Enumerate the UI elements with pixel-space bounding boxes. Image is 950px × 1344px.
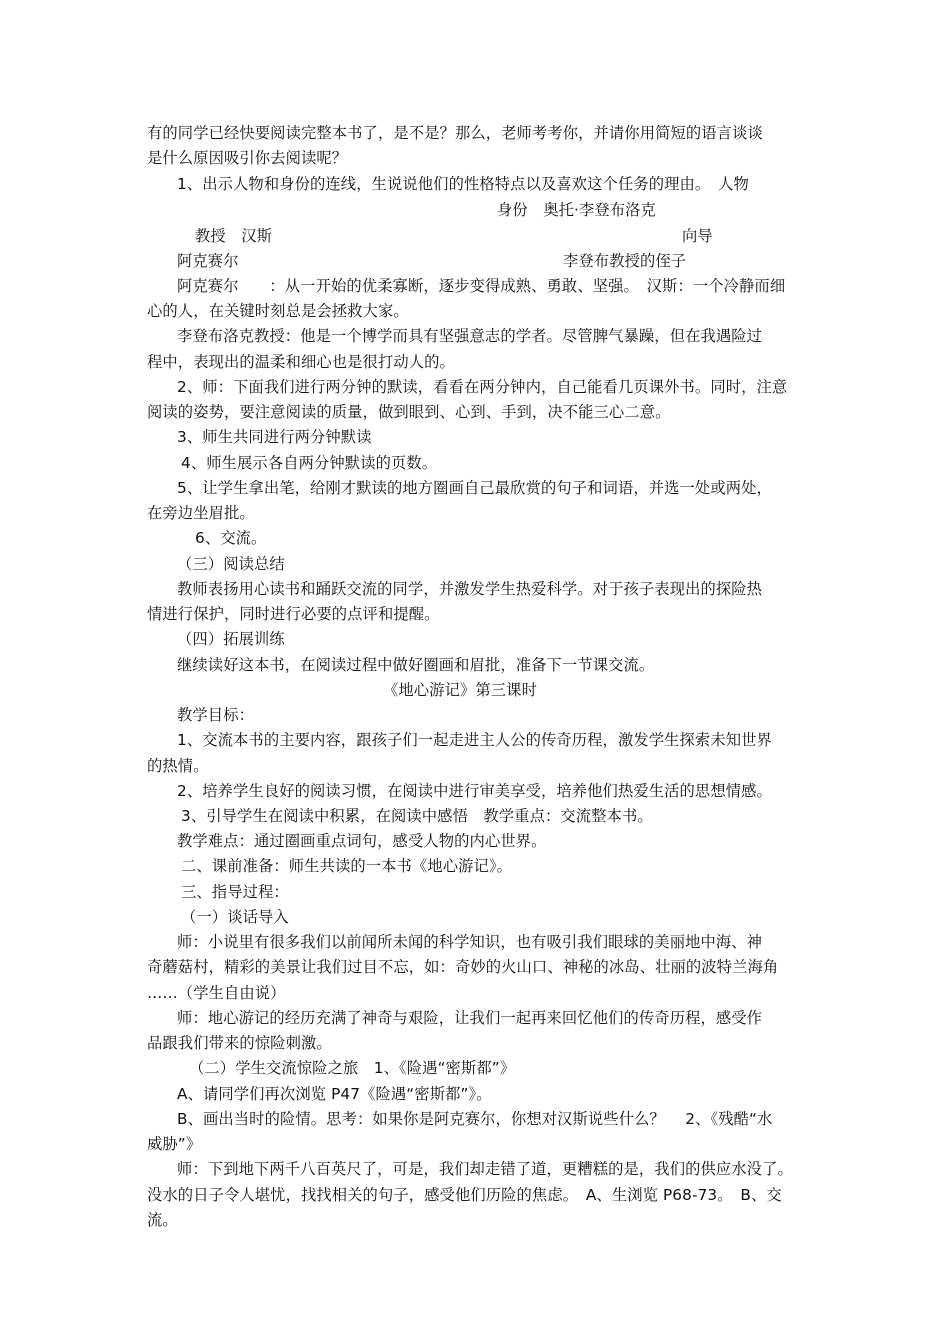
text-line: 李登布教授的侄子	[563, 252, 687, 270]
text-line: 威胁”》	[147, 1135, 202, 1153]
text-line: 二、课前准备：师生共读的一本书《地心游记》。	[181, 857, 513, 875]
section-title: 《地心游记》第三课时	[383, 681, 537, 699]
text-line: 程中，表现出的温柔和细心也是很打动人的。	[147, 353, 455, 371]
text-line: 5、让学生拿出笔，给刚才默读的地方圈画自己最欣赏的句子和词语，并选一处或两处，	[177, 479, 772, 497]
text-line: 1、交流本书的主要内容，跟孩子们一起走进主人公的传奇历程，激发学生探索未知世界	[177, 731, 772, 749]
text-line: 没水的日子令人堪忧，找找相关的句子，感受他们历险的焦虑。 A、生浏览 P68-73。 B、交	[147, 1186, 782, 1204]
text-line: （一）谈话导入	[181, 908, 289, 926]
text-line: 教学难点：通过圈画重点词句，感受人物的内心世界。	[177, 832, 547, 850]
text-line: 6、交流。	[195, 529, 267, 547]
text-line: 教师表扬用心读书和踊跃交流的同学，并激发学生热爱科学。对于孩子表现出的探险热	[177, 580, 763, 598]
text-line: A、请同学们再次浏览 P47《险遇“密斯都”》。	[177, 1085, 492, 1103]
text-line: 向导	[682, 227, 713, 245]
text-line: 心的人，在关键时刻总是会拯救大家。	[147, 302, 409, 320]
text-line: 的热情。	[147, 757, 209, 775]
text-line: 三、指导过程：	[181, 883, 289, 901]
text-line: 4、师生展示各自两分钟默读的页数。	[181, 454, 438, 472]
text-line: （三）阅读总结	[177, 555, 285, 573]
text-line: 教授 汉斯	[195, 227, 272, 245]
text-line: 身份 奥托·李登布洛克	[497, 201, 656, 219]
text-line: （四）拓展训练	[177, 630, 285, 648]
text-line: 李登布洛克教授：他是一个博学而具有坚强意志的学者。尽管脾气暴躁，但在我遇险过	[177, 327, 763, 345]
text-line: 奇蘑菇村，精彩的美景让我们过目不忘，如：奇妙的火山口、神秘的冰岛、壮丽的波特兰海角	[147, 958, 779, 976]
text-line: 教学目标：	[177, 706, 254, 724]
text-line: 1、出示人物和身份的连线，生说说他们的性格特点以及喜欢这个任务的理由。 人物	[177, 175, 749, 193]
text-line: 3、师生共同进行两分钟默读	[177, 428, 372, 446]
text-line: 2、师：下面我们进行两分钟的默读，看看在两分钟内，自己能看几页课外书。同时，注意	[177, 378, 788, 396]
text-line: （二）学生交流惊险之旅 1、《险遇“密斯都”》	[189, 1059, 516, 1077]
text-line: 阿克赛尔	[177, 252, 239, 270]
text-line: 师：下到地下两千八百英尺了，可是，我们却走错了道，更糟糕的是，我们的供应水没了。	[177, 1160, 793, 1178]
text-line: 情进行保护，同时进行必要的点评和提醒。	[147, 605, 440, 623]
text-line: 流。	[147, 1211, 178, 1229]
text-line: 继续读好这本书，在阅读过程中做好圈画和眉批，准备下一节课交流。	[177, 656, 655, 674]
text-line: 是什么原因吸引你去阅读呢？	[147, 149, 348, 167]
text-line: 阿克赛尔 ：从一开始的优柔寡断，逐步变得成熟、勇敢、坚强。 汉斯：一个冷静而细	[177, 277, 786, 295]
text-line: B、画出当时的险情。思考：如果你是阿克赛尔，你想对汉斯说些什么？ 2、《残酷“水	[177, 1110, 773, 1128]
text-line: 师：地心游记的经历充满了神奇与艰险，让我们一起再来回忆他们的传奇历程，感受作	[177, 1009, 763, 1027]
text-line: 阅读的姿势，要注意阅读的质量，做到眼到、心到、手到，决不能三心二意。	[147, 403, 671, 421]
text-line: 品跟我们带来的惊险刺激。	[147, 1034, 332, 1052]
text-line: 2、培养学生良好的阅读习惯，在阅读中进行审美享受，培养他们热爱生活的思想情感。	[177, 782, 772, 800]
text-line: 师：小说里有很多我们以前闻所未闻的科学知识，也有吸引我们眼球的美丽地中海、神	[177, 933, 763, 951]
text-line: ……（学生自由说）	[147, 984, 286, 1002]
text-line: 3、引导学生在阅读中积累，在阅读中感悟 教学重点：交流整本书。	[181, 807, 653, 825]
text-line: 在旁边坐眉批。	[147, 504, 255, 522]
text-line: 有的同学已经快要阅读完整本书了，是不是？那么，老师考考你，并请你用简短的语言谈谈	[147, 124, 763, 142]
